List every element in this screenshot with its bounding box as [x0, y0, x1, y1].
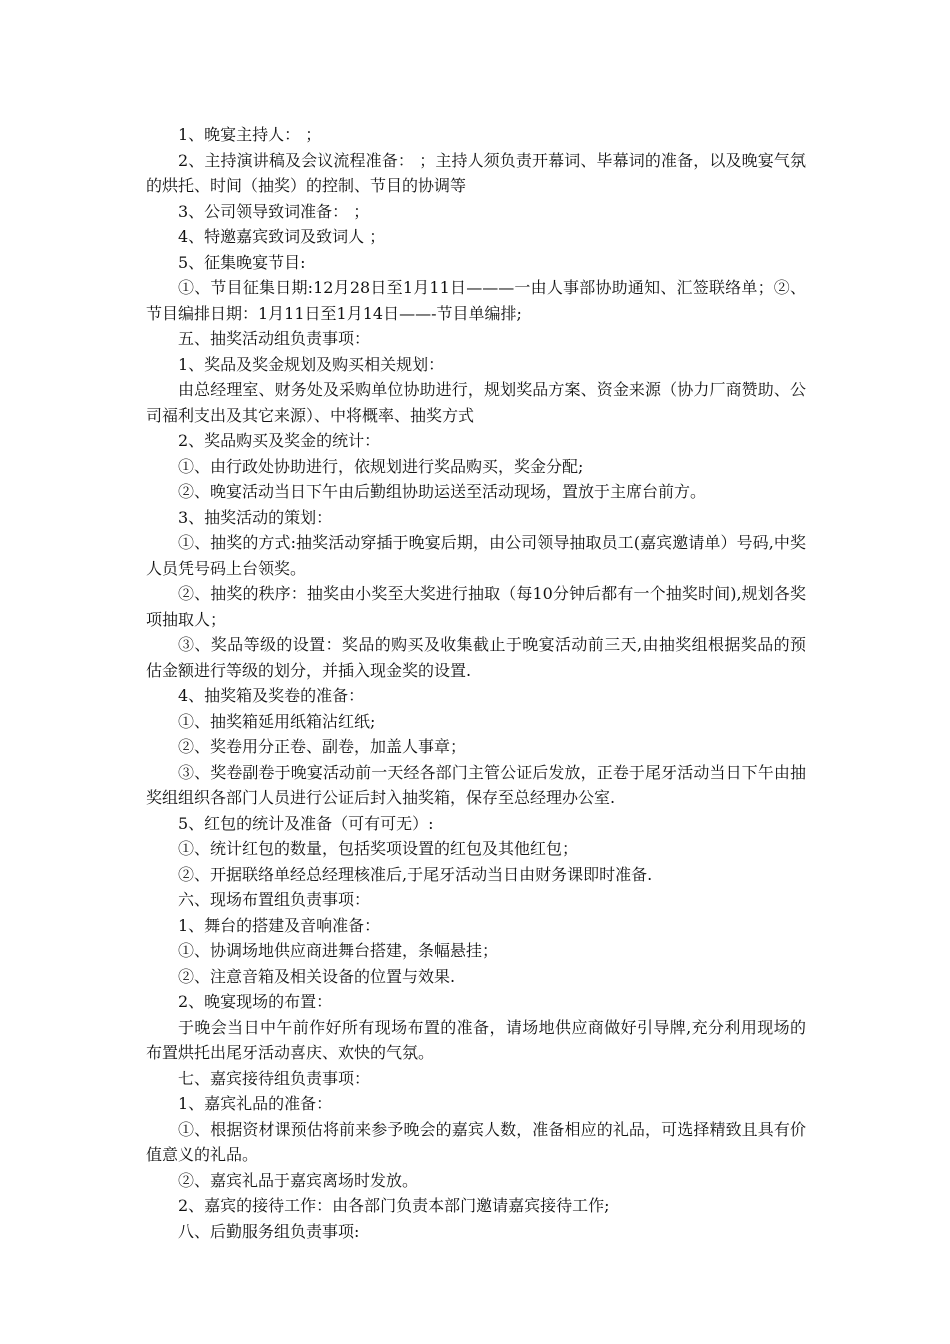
paragraph-guest-gifts-prep: ①、根据资材课预估将前来参予晚会的嘉宾人数，准备相应的礼品，可选择精致且具有价值意义的礼品。 — [146, 1119, 806, 1164]
section-heading-reception: 七、嘉宾接待组负责事项： — [178, 1068, 371, 1088]
paragraph-ticket-distribution: ③、奖卷副卷于晚宴活动前一天经各部门主管公证后发放，正卷于尾牙活动当日下午由抽奖组组织各部门人员进行公证后封入抽奖箱，保存至总经理办公室. — [146, 762, 806, 807]
paragraph-prize-purchase-1: ①、由行政处协助进行，依规划进行奖品购买，奖金分配; — [178, 456, 584, 476]
section-heading-logistics: 八、后勤服务组负责事项: — [178, 1221, 360, 1241]
paragraph-program-dates: ①、节目征集日期:12月28日至1月11日———一由人事部协助通知、汇签联络单；②、节目编排日期：1月11日至1月14日——-节目单编排; — [146, 278, 806, 323]
paragraph-prize-purchase: 2、奖品购买及奖金的统计： — [178, 431, 381, 450]
paragraph-prize-planning: 1、奖品及奖金规划及购买相关规划： — [178, 354, 445, 374]
paragraph-red-envelopes: 5、红包的统计及准备（可有可无）: — [178, 813, 434, 833]
paragraph-guest-speech: 4、特邀嘉宾致词及致词人 ； — [178, 227, 386, 246]
paragraph-lottery-order: ②、抽奖的秩序：抽奖由小奖至大奖进行抽取（每10分钟后都有一个抽奖时间),规划各奖项抽取人； — [146, 584, 806, 629]
paragraph-tickets: ②、奖卷用分正卷、副卷，加盖人事章； — [178, 737, 467, 756]
section-heading-lottery: 五、抽奖活动组负责事项： — [178, 329, 371, 348]
paragraph-venue-layout-detail: 于晚会当日中午前作好所有现场布置的准备，请场地供应商做好引导牌,充分利用现场的布置烘托出尾牙活动喜庆、欢快的气氛。 — [146, 1017, 806, 1062]
paragraph-red-envelopes-approval: ②、开据联络单经总经理核准后,于尾牙活动当日由财务课即时准备. — [178, 864, 653, 884]
document-body — [146, 122, 806, 1244]
paragraph-prize-planning-detail: 由总经理室、财务处及采购单位协助进行，规划奖品方案、资金来源（协力厂商赞助、公司福利支出及其它来源）、中将概率、抽奖方式 — [146, 380, 806, 425]
paragraph-prize-purchase-2: ②、晚宴活动当日下午由后勤组协助运送至活动现场，置放于主席台前方。 — [178, 482, 707, 501]
paragraph-stage-setup: ①、协调场地供应商进舞台搭建，条幅悬挂； — [178, 941, 499, 960]
paragraph-sound-check: ②、注意音箱及相关设备的位置与效果. — [178, 966, 456, 986]
section-heading-venue: 六、现场布置组负责事项： — [178, 890, 371, 909]
paragraph-leader-speech: 3、公司领导致词准备： ； — [178, 201, 370, 221]
paragraph-red-envelopes-count: ①、统计红包的数量，包括奖项设置的红包及其他红包； — [178, 839, 579, 858]
paragraph-lottery-method: ①、抽奖的方式:抽奖活动穿插于晚宴后期，由公司领导抽取员工(嘉宾邀请单）号码,中奖人员凭号码上台领奖。 — [146, 533, 806, 578]
paragraph-box-tickets: 4、抽奖箱及奖卷的准备： — [178, 686, 365, 705]
paragraph-lottery-planning: 3、抽奖活动的策划： — [178, 507, 333, 527]
paragraph-collect-programs: 5、征集晚宴节目: — [178, 252, 306, 272]
paragraph-guest-reception: 2、嘉宾的接待工作：由各部门负责本部门邀请嘉宾接待工作; — [178, 1196, 610, 1215]
paragraph-guest-gifts: 1、嘉宾礼品的准备： — [178, 1094, 333, 1113]
paragraph-prize-levels: ③、奖品等级的设置：奖品的购买及收集截止于晚宴活动前三天,由抽奖组根据奖品的预估金额进行等级的划分，并插入现金奖的设置. — [146, 635, 806, 680]
paragraph-guest-gifts-distribution: ②、嘉宾礼品于嘉宾离场时发放。 — [178, 1170, 419, 1190]
paragraph-box: ①、抽奖箱延用纸箱沾红纸; — [178, 711, 376, 731]
paragraph-venue-layout: 2、晚宴现场的布置： — [178, 992, 333, 1011]
paragraph-stage-sound: 1、舞台的搭建及音响准备： — [178, 915, 381, 935]
paragraph-host: 1、晚宴主持人： ； — [178, 125, 322, 144]
paragraph-script-prep: 2、主持演讲稿及会议流程准备： ；主持人须负责开幕词、毕幕词的准备，以及晚宴气氛的烘托、时间（抽奖）的控制、节目的协调等 — [146, 150, 806, 195]
